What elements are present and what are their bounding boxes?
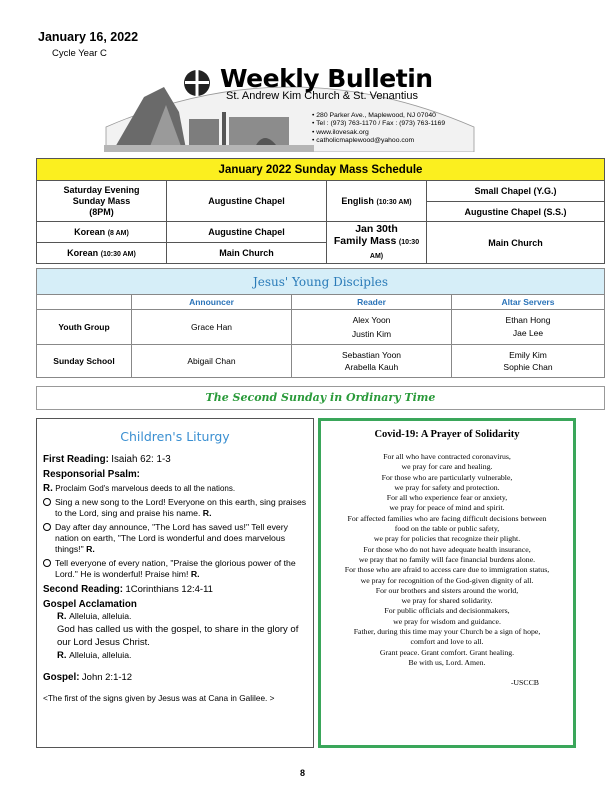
prayer-line: food on the table or public safety, [394,524,500,534]
mass-schedule-table [36,158,605,264]
prayer-lines [327,452,567,668]
table-row [37,310,605,345]
gospel-ref: John 2:1-12 [81,672,133,683]
saturday-label: Saturday Evening Sunday Mass [63,184,140,206]
server-name: Emily Kim [509,350,547,360]
reader-names [292,310,452,345]
prayer-line: Be with us, Lord. Amen. [408,657,486,667]
announcer-header: Announcer [132,295,292,310]
family-mass-time: (10:30 AM) [369,238,420,260]
server-name: Jae Lee [512,328,544,338]
reader-names [292,345,452,378]
reader-header: Reader [292,295,452,310]
korean-8am-time: (8 AM) [107,230,129,237]
prayer-line: For all who experience fear or anxiety, [386,493,508,503]
saturday-time: (8PM) [89,206,114,217]
server-name: Ethan Hong [505,315,551,325]
circle-icon [43,523,51,531]
reader-name: Sebastian Yoon [341,350,402,360]
korean-1030-cell [37,243,167,264]
prayer-line: we pray for shared solidarity. [401,596,493,606]
small-chapel: Small Chapel (Y.G.) [427,181,605,202]
prayer-line: we pray for care and healing. [401,462,493,472]
prayer-line: we pray for policies that recognize their plight. [373,534,521,544]
acclamation-text: God has called us with the gospel, to share in the glory of our Lord Jesus Christ. [57,624,299,648]
mass-schedule-title: January 2022 Sunday Mass Schedule [37,159,605,181]
response-text: Proclaim God's marvelous deeds to all the nations. [55,484,236,493]
prayer-signature: -USCCB [510,678,539,688]
korean-8am-place: Augustine Chapel [167,222,327,243]
childrens-liturgy-box [36,418,314,748]
announcer-name: Grace Han [132,310,292,345]
server-names [452,310,605,345]
page-number: 8 [300,768,306,778]
reader-name: Justin Kim [351,329,392,339]
first-reading-ref: Isaiah 62: 1-3 [111,454,171,465]
server-names [452,345,605,378]
psalm-label: Responsorial Psalm: [43,469,140,480]
phone-fax: • Tel : (973) 763-1170 / Fax : (973) 763-1169 [312,120,446,128]
gospel-acclamation-label: Gospel Acclamation [43,599,137,610]
circle-icon [43,498,51,506]
family-mass-cell [327,222,427,264]
contact-info [312,112,445,145]
prayer-line: For those who are afraid to access care due to immigration status, [344,565,550,575]
psalm-verse: Day after day announce, "The Lord has saved us!" Tell every nation on earth, "The Lord is wonderful and does marvelous things!" R. [43,522,307,555]
prayer-line: For public officials and decisionmakers, [384,606,510,616]
reader-name: Alex Yoon [352,315,391,325]
response-label: R. [43,483,53,494]
group-header-empty [37,295,132,310]
young-disciples-table [36,268,605,378]
family-mass-place: Main Church [427,222,605,264]
korean-1030-label: Korean [67,248,99,258]
young-disciples-title: Jesus' Young Disciples [37,269,605,295]
jan30-label: Jan 30th [355,222,398,235]
korean-1030-place: Main Church [167,243,327,264]
prayer-line: For our brothers and sisters around the world, [375,585,519,595]
prayer-line: For those who are particularly vulnerable, [381,472,513,482]
prayer-line: Father, during this time may your Church be a sign of hope, [353,627,541,637]
gospel-label: Gospel: [43,672,80,683]
prayer-line: we pray for recognition of the God-given dignity of all. [360,575,534,585]
first-reading-label: First Reading: [43,454,109,465]
family-mass-label: Family Mass [333,234,397,247]
prayer-line: we pray for safety and protection. [394,482,500,492]
prayer-line: we pray for wisdom and guidance. [393,616,501,626]
group-name: Youth Group [37,310,132,345]
gospel-acclamation: R. Alleluia, alleluia. God has called us with the gospel, to share in the glory of our Lord Jesus Christ. R. Alleluia, alleluia. [43,610,307,662]
korean-8am-label: Korean [74,227,106,237]
psalm-verse: Sing a new song to the Lord! Everyone on this earth, sing praises to the Lord, sing and praise his name. R. [43,497,307,519]
korean-8am-cell [37,222,167,243]
english-label: English [341,196,374,206]
english-mass-cell [327,181,427,222]
church-name: St. Andrew Kim Church & St. Venantius [226,90,418,102]
announcer-name: Abigail Chan [132,345,292,378]
email[interactable]: • catholicmaplewood@yahoo.com [312,136,415,144]
prayer-line: For all who have contracted coronavirus, [383,452,511,461]
altar-servers-header: Altar Servers [452,295,605,310]
prayer-line: we pray that no family will face financial burdens alone. [358,554,536,564]
covid-prayer-title: Covid-19: A Prayer of Solidarity [374,429,520,440]
korean-1030-time: (10:30 AM) [100,251,136,258]
cycle-year: Cycle Year C [52,48,107,59]
psalm-verse: Tell everyone of every nation, "Praise the glorious power of the Lord." He is wonderful! Praise him! R. [43,558,307,580]
bulletin-logo-icon [182,68,212,98]
covid-prayer-box [318,418,576,748]
prayer-line: comfort and love to all. [410,637,484,647]
prayer-line: we pray for peace of mind and spirit. [389,503,505,513]
address: • 280 Parker Ave., Maplewood, NJ 07040 [312,112,436,119]
server-name: Sophie Chan [503,362,553,372]
prayer-line: For affected families who are facing difficult decisions between [347,513,547,523]
childrens-liturgy-title: Children's Liturgy [120,429,230,444]
bulletin-masthead [220,64,470,102]
ordinary-time-heading: The Second Sunday in Ordinary Time [36,386,605,410]
reader-name: Arabella Kauh [344,362,399,372]
bulletin-date: January 16, 2022 [38,30,139,44]
prayer-line: Grant peace. Grant comfort. Grant healing. [379,647,515,657]
english-time: (10:30 AM) [376,199,412,206]
second-reading-ref: 1Corinthians 12:4-11 [125,584,213,595]
gospel-note: <The first of the signs given by Jesus was at Cana in Galilee. > [43,693,275,703]
table-row [37,345,605,378]
second-reading-label: Second Reading: [43,584,124,595]
bulletin-title: Weekly Bulletin [220,64,433,93]
saturday-place: Augustine Chapel [167,181,327,222]
saturday-mass-cell [37,181,167,222]
augustine-chapel-ss: Augustine Chapel (S.S.) [427,202,605,222]
prayer-line: For those who do not have adequate health insurance, [363,544,531,554]
circle-icon [43,559,51,567]
group-name: Sunday School [37,345,132,378]
website[interactable]: • www.ilovesak.org [312,128,369,136]
